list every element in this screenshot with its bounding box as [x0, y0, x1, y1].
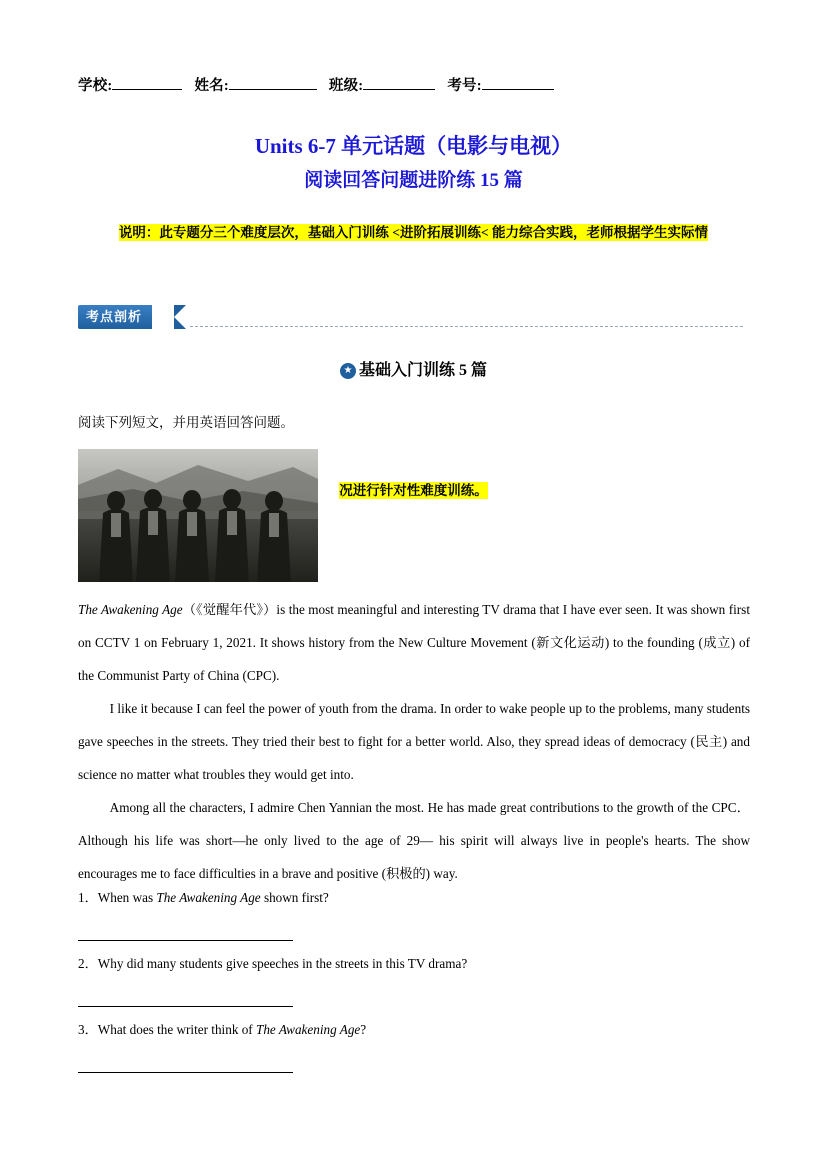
question-text-pre: When was — [97, 890, 157, 905]
answer-line[interactable] — [78, 983, 293, 1007]
passage-paragraph-3: Among all the characters, I admire Chen Yannian the most. He has made great contributions to the growth of the CPC． Although his life was short—he only lived to the age of 29— his spirit will always live in people's hearts. The show encourages me to face difficulties in a brave and positive (积极的) way. — [78, 800, 750, 881]
question-text-post: shown first? — [260, 890, 329, 905]
title-topic: 单元话题（电影与电视） — [341, 134, 573, 158]
question-item — [78, 887, 750, 941]
section-heading-text: 基础入门训练 5 篇 — [358, 362, 487, 379]
question-item — [78, 1019, 750, 1073]
section-heading — [0, 357, 827, 380]
reading-passage — [78, 593, 750, 890]
banner-divider — [190, 326, 743, 327]
question-item — [78, 953, 750, 1007]
star-icon: ★ — [340, 363, 356, 379]
question-list — [78, 887, 750, 1085]
name-blank — [229, 76, 317, 90]
exam-no-label: 考号: — [447, 78, 482, 94]
passage-paragraph-2: I like it because I can feel the power of youth from the drama. In order to wake people up to the problems, many students gave speeches in the streets. They tried their best to fight for a better world. Also, they spread ideas of democracy (民主) and science no matter what troubles they would get into. — [78, 701, 750, 782]
instruction-text: 阅读下列短文，并用英语回答问题。 — [78, 415, 294, 430]
passage-paragraph-1 — [78, 593, 750, 692]
question-text-pre: Why did many students give speeches in the streets in this TV drama? — [97, 956, 468, 971]
section-banner — [78, 305, 743, 335]
page-title — [0, 130, 827, 160]
question-number: 3． — [78, 1022, 98, 1037]
banner-arrow-icon — [174, 305, 186, 329]
class-label: 班级: — [328, 78, 364, 94]
photo-graphic — [78, 449, 318, 582]
question-number: 1． — [78, 890, 98, 905]
question-text — [78, 953, 750, 975]
note-line-2: 况进行针对性难度训练。 — [339, 483, 488, 498]
school-blank — [112, 76, 182, 90]
question-title: The Awakening Age — [156, 890, 261, 905]
school-label: 学校: — [78, 78, 113, 94]
question-text-pre: What does the writer think of — [97, 1022, 256, 1037]
question-text — [78, 1019, 750, 1041]
answer-line[interactable] — [78, 917, 293, 941]
note-line-1: 说明：此专题分三个难度层次，基础入门训练 <进阶拓展训练< 能力综合实践，老师根据学生实际情 — [118, 225, 709, 240]
page-subtitle: 阅读回答问题进阶练 15 篇 — [304, 170, 523, 191]
name-label: 姓名: — [194, 78, 229, 94]
passage-drama-title: The Awakening Age — [78, 602, 183, 617]
passage-paragraph-1-rest: （《觉醒年代》）is the most meaningful and interesting TV drama that I have ever seen. It was shown first on CCTV 1 on February 1, 2021. It shows history from the New Culture Movement (新文化运动) to the founding (成立) of the Communist Party of China (CPC). — [78, 602, 750, 683]
passage-photo — [78, 449, 318, 582]
question-text — [78, 887, 750, 909]
answer-line[interactable] — [78, 1049, 293, 1073]
exam-no-blank — [482, 76, 554, 90]
question-title: The Awakening Age — [256, 1022, 361, 1037]
exam-header-line — [78, 74, 758, 95]
question-text-post: ? — [360, 1022, 367, 1037]
banner-label: 考点剖析 — [78, 305, 152, 329]
title-units: Units 6-7 — [254, 134, 336, 158]
question-number: 2． — [78, 956, 98, 971]
class-blank — [363, 76, 435, 90]
